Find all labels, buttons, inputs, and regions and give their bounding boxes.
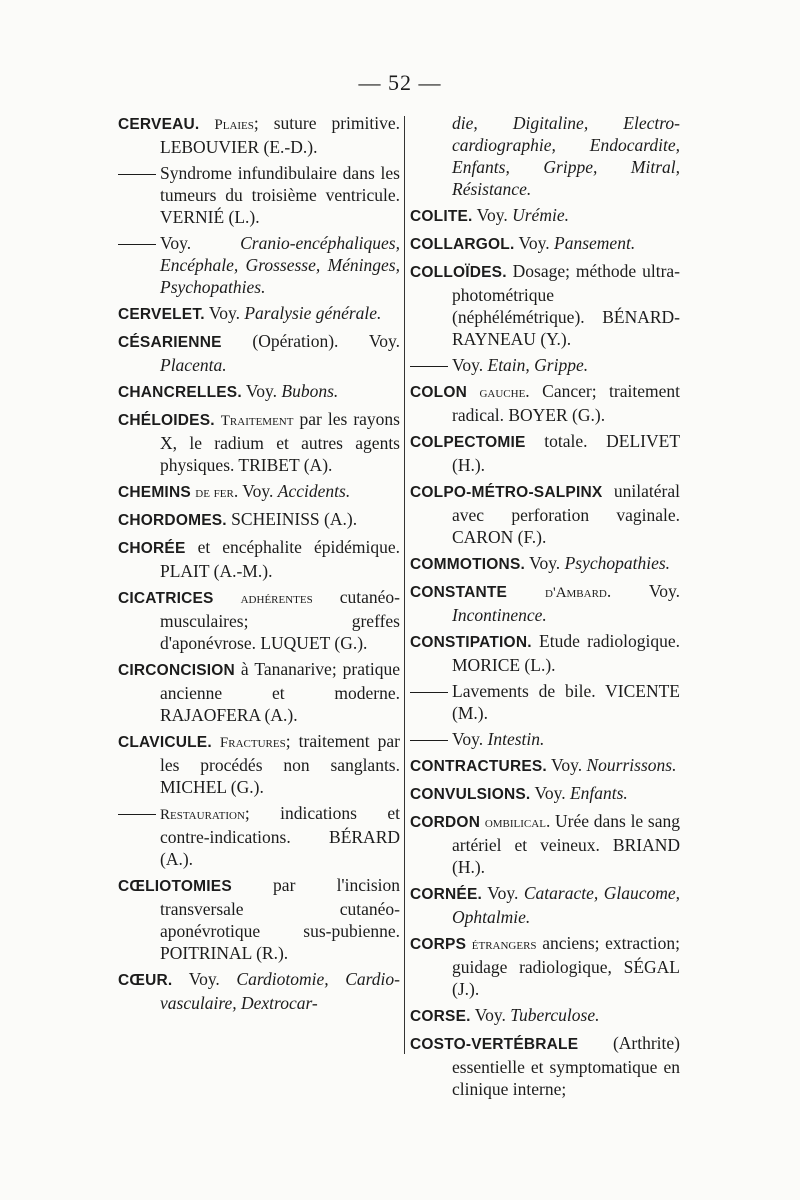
cross-reference: Psychopathies. — [564, 553, 671, 573]
index-entry — [410, 354, 680, 376]
entry-heading: COLLARGOL. — [410, 236, 515, 253]
cross-reference: die, Digitaline, Electro-cardiographie, Endocardite, Enfants, Grippe, Mitral, Résistance. — [452, 113, 680, 199]
entry-heading: CIRCONCISION — [118, 662, 235, 679]
page-number: — 52 — — [358, 70, 442, 95]
entry-heading: CICATRICES — [118, 590, 214, 607]
entry-text: Voy. — [474, 1005, 506, 1025]
index-entry — [410, 380, 680, 426]
index-entry — [410, 882, 680, 928]
index-entry — [118, 232, 400, 298]
cross-reference: Paralysie générale. — [244, 303, 382, 323]
entry-subheading: adhérentes — [240, 591, 313, 607]
index-entry — [410, 480, 680, 548]
cross-reference: Cranio-encéphaliques, Encéphale, Grossesse, Méninges, Psychopathies. — [160, 233, 400, 297]
entry-text: Voy. — [160, 233, 192, 253]
index-entry — [410, 932, 680, 1000]
entry-text: Voy. — [208, 303, 240, 323]
index-entry — [118, 112, 400, 158]
entry-text: par l'incision transversale cutanéo-aponévrotique sus-pubienne. POITRINAL (R.). — [160, 875, 400, 963]
entry-subheading: Restauration — [160, 807, 245, 823]
entry-heading: CONSTIPATION. — [410, 634, 532, 651]
entry-subheading: d'Ambard — [545, 585, 607, 601]
cross-reference: Enfants. — [569, 783, 628, 803]
entry-text: Voy. — [551, 755, 583, 775]
entry-text: (Arthrite) essentielle et symptomatique en clinique interne; — [452, 1033, 680, 1099]
index-entry — [410, 1032, 680, 1100]
index-entry — [410, 232, 680, 256]
index-entry — [410, 552, 680, 576]
entry-heading: CHÉLOIDES. — [118, 412, 215, 429]
entry-text: Voy. — [529, 553, 561, 573]
entry-heading: CÉSARIENNE — [118, 334, 222, 351]
entry-text: Voy. — [245, 381, 278, 401]
index-entry — [410, 782, 680, 806]
entry-subheading: étrangers — [471, 937, 537, 953]
cross-reference: Intestin. — [487, 729, 545, 749]
entry-text: ; suture primitive. LEBOUVIER (E.-D.). — [160, 113, 400, 157]
entry-text: par les rayons X, le radium et autres agents physiques. TRIBET (A). — [160, 409, 400, 475]
cross-reference: Incontinence. — [452, 605, 547, 625]
index-entry — [118, 480, 400, 504]
index-entry — [410, 204, 680, 228]
entry-heading: CŒUR. — [118, 972, 173, 989]
entry-text: (Opération). Voy. — [252, 331, 401, 351]
entry-text: Voy. — [476, 205, 508, 225]
index-entry — [118, 730, 400, 798]
cross-reference: Cataracte, Glaucome, Ophtalmie. — [452, 883, 681, 927]
entry-text: Syndrome infundibulaire dans les tumeurs du troisième ventricule. VERNIÉ (L.). — [160, 163, 400, 227]
repeat-dash — [118, 814, 156, 815]
entry-heading: CLAVICULE. — [118, 734, 212, 751]
cross-reference: Accidents. — [277, 481, 351, 501]
entry-text: . Voy. — [606, 581, 680, 601]
entry-subheading: gauche — [479, 385, 526, 401]
index-entry — [410, 630, 680, 676]
index-entry — [410, 728, 680, 750]
entry-text: cutanéo-musculaires; greffes d'aponévrose. LUQUET (G.). — [160, 587, 400, 653]
entry-text: anciens; extraction; guidage radiologique, SÉGAL (J.). — [452, 933, 680, 999]
entry-subheading: Fractures — [219, 735, 286, 751]
index-entry — [118, 802, 400, 870]
entry-text: Dosage; méthode ultra-photométrique (néphélémétrique). BÉNARD-RAYNEAU (Y.). — [452, 261, 680, 349]
entry-subheading: Plaies — [214, 117, 254, 133]
entry-text: Voy. — [452, 355, 484, 375]
entry-heading: COMMOTIONS. — [410, 556, 525, 573]
entry-heading: CONTRACTURES. — [410, 758, 547, 775]
index-entry — [410, 1004, 680, 1028]
index-entry — [118, 586, 400, 654]
cross-reference: Pansement. — [554, 233, 636, 253]
entry-subheading: de fer — [195, 485, 234, 501]
entry-heading: CHORÉE — [118, 540, 186, 557]
index-entry — [118, 658, 400, 726]
entry-text: SCHEINISS (A.). — [231, 509, 358, 529]
entry-heading: COSTO-VERTÉBRALE — [410, 1036, 579, 1053]
index-entry — [118, 330, 400, 376]
entry-heading: CHANCRELLES. — [118, 384, 242, 401]
index-entry — [410, 680, 680, 724]
cross-reference: Bubons. — [281, 381, 339, 401]
entry-heading: CORDON — [410, 814, 481, 831]
entry-heading: COLPECTOMIE — [410, 434, 526, 451]
index-entry — [410, 112, 680, 200]
index-entry — [118, 874, 400, 964]
entry-subheading: Traitement — [220, 413, 294, 429]
entry-text: ; indications et contre-indications. BÉRARD (A.). — [160, 803, 400, 869]
entry-heading: COLITE. — [410, 208, 473, 225]
entry-heading: CERVELET. — [118, 306, 205, 323]
entry-text: Voy. — [534, 783, 566, 803]
repeat-dash — [410, 740, 448, 741]
entry-text: . Urée dans le sang artériel et veineux. BRIAND (H.). — [452, 811, 680, 877]
entry-text: et encéphalite épidémique. PLAIT (A.-M.). — [160, 537, 400, 581]
entry-text: Lavements de bile. VICENTE (M.). — [452, 681, 680, 723]
left-column — [118, 112, 400, 1018]
repeat-dash — [118, 244, 156, 245]
entry-heading: CHORDOMES. — [118, 512, 227, 529]
entry-heading: COLPO-MÉTRO-SALPINX — [410, 484, 603, 501]
entry-heading: CERVEAU. — [118, 116, 200, 133]
cross-reference: Urémie. — [512, 205, 569, 225]
entry-heading: COLON — [410, 384, 467, 401]
repeat-dash — [410, 692, 448, 693]
entry-text: unilatéral avec perforation vaginale. CARON (F.). — [452, 481, 680, 547]
cross-reference: Cardiotomie, Cardio-vasculaire, Dextrocar- — [160, 969, 400, 1013]
entry-heading: CHEMINS — [118, 484, 191, 501]
index-entry — [118, 302, 400, 326]
entry-heading: CORSE. — [410, 1008, 471, 1025]
repeat-dash — [118, 174, 156, 175]
index-entry — [118, 162, 400, 228]
index-entry — [118, 408, 400, 476]
index-entry — [118, 508, 400, 532]
cross-reference: Placenta. — [160, 355, 227, 375]
entry-heading: CORPS — [410, 936, 467, 953]
entry-heading: CŒLIOTOMIES — [118, 878, 232, 895]
entry-text: Voy. — [452, 729, 484, 749]
repeat-dash — [410, 366, 448, 367]
entry-text: à Tananarive; pratique ancienne et moderne. RAJAOFERA (A.). — [160, 659, 400, 725]
index-entry — [118, 380, 400, 404]
right-column — [410, 112, 680, 1104]
entry-text: Etude radiologique. MORICE (L.). — [452, 631, 680, 675]
entry-subheading: ombilical — [484, 815, 546, 831]
entry-text: Voy. — [188, 969, 220, 989]
entry-heading: COLLOÏDES. — [410, 264, 507, 281]
entry-heading: CONSTANTE — [410, 584, 508, 601]
cross-reference: Etain, Grippe. — [487, 355, 589, 375]
entry-text: Voy. — [518, 233, 550, 253]
index-entry — [410, 580, 680, 626]
entry-text: totale. DELIVET (H.). — [452, 431, 681, 475]
entry-text: ; traitement par les procédés non sanglants. MICHEL (G.). — [160, 731, 400, 797]
index-entry — [118, 968, 400, 1014]
index-entry — [410, 810, 680, 878]
cross-reference: Nourrissons. — [586, 755, 677, 775]
entry-text: Voy. — [487, 883, 519, 903]
entry-heading: CONVULSIONS. — [410, 786, 531, 803]
index-entry — [410, 754, 680, 778]
index-entry — [118, 536, 400, 582]
index-entry — [410, 260, 680, 350]
entry-heading: CORNÉE. — [410, 886, 483, 903]
index-entry — [410, 430, 680, 476]
column-divider — [404, 116, 405, 1054]
cross-reference: Tuberculose. — [510, 1005, 600, 1025]
entry-text: . Cancer; traitement radical. BOYER (G.). — [452, 381, 680, 425]
entry-text: . Voy. — [233, 481, 274, 501]
